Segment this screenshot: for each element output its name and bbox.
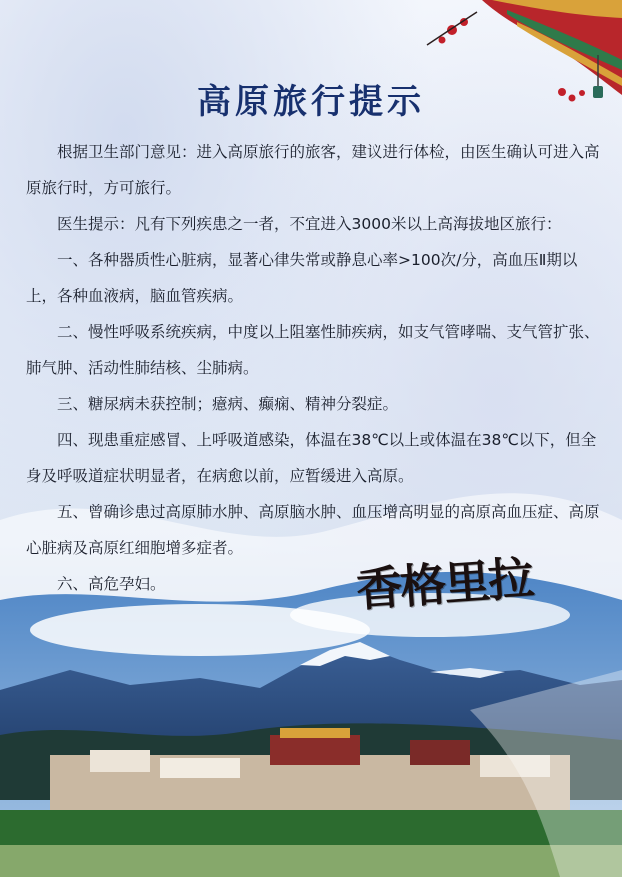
- shangri-la-calligraphy: 香格里拉: [354, 550, 534, 618]
- page-title: 高原旅行提示: [197, 82, 425, 122]
- list-item-2: 二、慢性呼吸系统疾病，中度以上阻塞性肺疾病，如支气管哮喘、支气管扩张、肺气肿、活动性肺结核、尘肺病。: [26, 323, 600, 377]
- list-item-5: 五、曾确诊患过高原肺水肿、高原脑水肿、血压增高明显的高原高血压症、高原心脏病及高原红细胞增多症者。: [26, 503, 600, 557]
- list-item-1: 一、各种器质性心脏病，显著心律失常或静息心率>100次/分，高血压Ⅱ期以上，各种血液病，脑血管疾病。: [26, 251, 578, 305]
- intro-paragraph: 根据卫生部门意见：进入高原旅行的旅客，建议进行体检，由医生确认可进入高原旅行时，方可旅行。: [26, 143, 600, 197]
- doctor-tip-paragraph: 医生提示：凡有下列疾患之一者，不宜进入3000米以上高海拔地区旅行：: [57, 215, 562, 233]
- notice-body: [26, 134, 606, 602]
- list-item-3: 三、糖尿病未获控制；癔病、癫痫、精神分裂症。: [57, 395, 399, 413]
- list-item-4: 四、现患重症感冒、上呼吸道感染，体温在38℃以上或体温在38℃以下，但全身及呼吸道症状明显者，在病愈以前，应暂缓进入高原。: [26, 431, 597, 485]
- list-item-6: 六、高危孕妇。: [57, 575, 166, 593]
